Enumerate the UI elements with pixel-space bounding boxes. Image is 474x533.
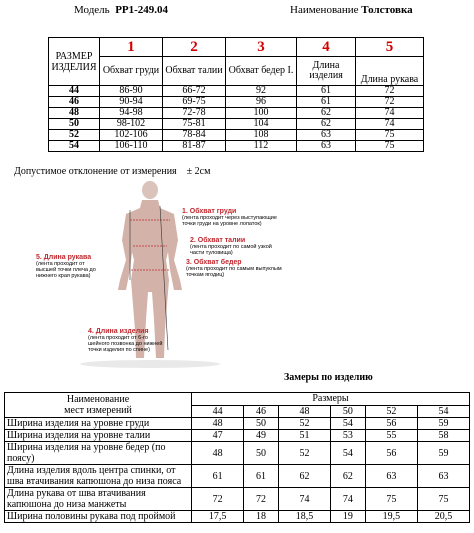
value-cell: 63 [297, 141, 356, 152]
measurement-name: Длина изделия вдоль центра спинки, от шва втачивания капюшона до низа пояса [5, 465, 192, 488]
value-cell: 53 [331, 430, 366, 442]
value-cell: 56 [365, 418, 417, 430]
value-cell: 74 [278, 488, 330, 511]
value-cell: 61 [297, 97, 356, 108]
value-cell: 90-94 [100, 97, 163, 108]
value-cell: 52 [278, 418, 330, 430]
value-cell: 49 [244, 430, 279, 442]
value-cell: 19,5 [365, 511, 417, 523]
value-cell: 69-75 [163, 97, 226, 108]
measurement-name: Ширина изделия на уровне бедер (по поясу) [5, 442, 192, 465]
col-label: Обхват груди [100, 57, 163, 86]
size-cell: 50 [49, 119, 100, 130]
col-label: Длина изделия [297, 57, 356, 86]
size-cell: 54 [49, 141, 100, 152]
value-cell: 102-106 [100, 130, 163, 141]
value-cell: 61 [297, 86, 356, 97]
table-row [5, 488, 470, 511]
value-cell: 61 [192, 465, 244, 488]
size-column-header: 52 [365, 405, 417, 418]
col-label: Обхват бедер I. [226, 57, 297, 86]
value-cell: 66-72 [163, 86, 226, 97]
value-cell: 62 [278, 465, 330, 488]
value-cell: 72 [356, 86, 424, 97]
value-cell: 72 [356, 97, 424, 108]
value-cell: 62 [297, 108, 356, 119]
table-row [5, 418, 470, 430]
value-cell: 78-84 [163, 130, 226, 141]
figure-label-waist: 2. Обхват талии (лента проходит по самой узкой части туловища) [190, 237, 272, 256]
value-cell: 50 [244, 418, 279, 430]
sizes-header: Размеры [192, 393, 470, 406]
value-cell: 81-87 [163, 141, 226, 152]
value-cell: 56 [365, 442, 417, 465]
value-cell: 18 [244, 511, 279, 523]
value-cell: 100 [226, 108, 297, 119]
value-cell: 92 [226, 86, 297, 97]
value-cell: 74 [331, 488, 366, 511]
col-num: 5 [356, 38, 424, 57]
size-column-header: 50 [331, 405, 366, 418]
col-label: Длина рукава [356, 57, 424, 86]
value-cell: 104 [226, 119, 297, 130]
col-label: Обхват талии [163, 57, 226, 86]
name-value: Толстовка [361, 4, 413, 16]
table-row [5, 465, 470, 488]
measurement-name: Ширина половины рукава под проймой [5, 511, 192, 523]
value-cell: 48 [192, 442, 244, 465]
table-row [5, 511, 470, 523]
value-cell: 94-98 [100, 108, 163, 119]
value-cell: 48 [192, 418, 244, 430]
col-num: 1 [100, 38, 163, 57]
measurements-title: Замеры по изделию [284, 372, 373, 383]
measurement-name: Ширина изделия на уровне груди [5, 418, 192, 430]
table-row [49, 97, 424, 108]
size-column-header: 48 [278, 405, 330, 418]
size-header: РАЗМЕР ИЗДЕЛИЯ [49, 38, 100, 86]
value-cell: 61 [244, 465, 279, 488]
tolerance-label: Допустимое отклонение от измерения [14, 166, 177, 177]
size-cell: 44 [49, 86, 100, 97]
col-num: 2 [163, 38, 226, 57]
tolerance-line [14, 166, 210, 177]
value-cell: 75-81 [163, 119, 226, 130]
value-cell: 54 [331, 442, 366, 465]
value-cell: 63 [365, 465, 417, 488]
value-cell: 59 [417, 418, 469, 430]
col-num: 3 [226, 38, 297, 57]
value-cell: 75 [417, 488, 469, 511]
value-cell: 54 [331, 418, 366, 430]
measurement-name: Ширина изделия на уровне талии [5, 430, 192, 442]
name-label: Наименование [290, 4, 359, 16]
value-cell: 75 [356, 130, 424, 141]
value-cell: 52 [278, 442, 330, 465]
value-cell: 62 [297, 119, 356, 130]
value-cell: 50 [244, 442, 279, 465]
size-column-header: 44 [192, 405, 244, 418]
value-cell: 62 [331, 465, 366, 488]
value-cell: 63 [417, 465, 469, 488]
value-cell: 106-110 [100, 141, 163, 152]
value-cell: 55 [365, 430, 417, 442]
value-cell: 17,5 [192, 511, 244, 523]
measurements-table [4, 392, 470, 523]
figure-label-chest: 1. Обхват груди (лента проходит через выступающие точки груди на уровне лопаток) [182, 208, 277, 227]
value-cell: 72 [192, 488, 244, 511]
value-cell: 75 [356, 141, 424, 152]
value-cell: 86-90 [100, 86, 163, 97]
figure-label-hips: 3. Обхват бедер (лента проходит по самым выпуклым точкам ягодиц) [186, 259, 282, 278]
table-row [5, 430, 470, 442]
value-cell: 112 [226, 141, 297, 152]
value-cell: 75 [365, 488, 417, 511]
size-cell: 48 [49, 108, 100, 119]
value-cell: 19 [331, 511, 366, 523]
col-num: 4 [297, 38, 356, 57]
size-cell: 46 [49, 97, 100, 108]
model-line [74, 4, 168, 16]
table-row [49, 119, 424, 130]
table-row [49, 141, 424, 152]
value-cell: 74 [356, 119, 424, 130]
value-cell: 51 [278, 430, 330, 442]
value-cell: 18,5 [278, 511, 330, 523]
value-cell: 63 [297, 130, 356, 141]
figure-label-length: 4. Длина изделия (лента проходит от 6-го шейного позвонка до нижней точки изделия по спине) [88, 328, 163, 353]
table-row [5, 442, 470, 465]
model-label: Модель [74, 4, 110, 16]
size-column-header: 54 [417, 405, 469, 418]
value-cell: 96 [226, 97, 297, 108]
table-row [49, 86, 424, 97]
value-cell: 74 [356, 108, 424, 119]
size-column-header: 46 [244, 405, 279, 418]
size-table [48, 37, 424, 152]
name-header: Наименование мест измерений [5, 393, 192, 418]
name-line [290, 4, 413, 16]
value-cell: 59 [417, 442, 469, 465]
measurement-name: Длина рукава от шва втачивания капюшона до низа манжеты [5, 488, 192, 511]
value-cell: 72-78 [163, 108, 226, 119]
value-cell: 98-102 [100, 119, 163, 130]
table-row [49, 130, 424, 141]
tolerance-value: ± 2см [186, 166, 211, 177]
value-cell: 72 [244, 488, 279, 511]
value-cell: 20,5 [417, 511, 469, 523]
value-cell: 108 [226, 130, 297, 141]
value-cell: 47 [192, 430, 244, 442]
figure-label-sleeve: 5. Длина рукава (лента проходит от высшей точки плеча до нижнего края рукава) [36, 254, 96, 279]
size-cell: 52 [49, 130, 100, 141]
model-value: PP1-249.04 [115, 4, 169, 16]
table-row [49, 108, 424, 119]
value-cell: 58 [417, 430, 469, 442]
